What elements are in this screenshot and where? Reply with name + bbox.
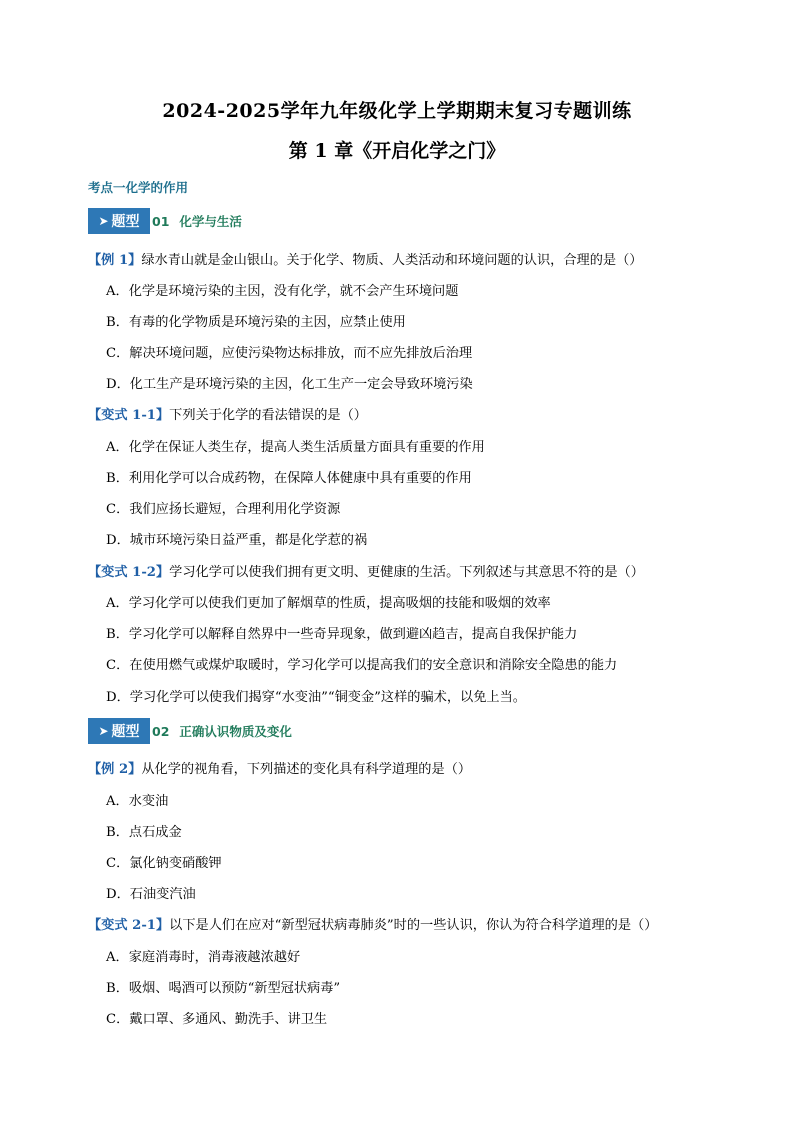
option-b: B．点石成金 <box>106 825 182 840</box>
option-d: D．石油变汽油 <box>106 887 196 902</box>
chapter-title: 第 1 章《开启化学之门》 <box>288 140 506 162</box>
question-tag: 【变式 1-2】 <box>88 565 170 580</box>
question-type-banner-02 <box>88 718 292 744</box>
question-example-2 <box>88 758 471 777</box>
question-text: 以下是人们在应对“新型冠状病毒肺炎”时的一些认识，你认为符合科学道理的是（） <box>169 918 658 933</box>
option-c: C．我们应扬长避短，合理利用化学资源 <box>106 502 341 517</box>
question-type-tag-label: 题型 <box>111 724 140 740</box>
section-label: 考点一化学的作用 <box>88 180 189 195</box>
question-tag: 【变式 2-1】 <box>88 918 170 933</box>
option-b: B．吸烟、喝酒可以预防“新型冠状病毒” <box>106 981 341 996</box>
question-example-1 <box>88 249 642 268</box>
question-variant-1-1 <box>88 404 367 423</box>
option-a: A．家庭消毒时，消毒液越浓越好 <box>106 950 301 965</box>
question-text: 绿水青山就是金山银山。关于化学、物质、人类活动和环境问题的认识，合理的是（） <box>141 253 643 268</box>
option-a: A．水变油 <box>106 794 169 809</box>
question-type-tag <box>88 718 150 744</box>
option-c: C．在使用燃气或煤炉取暖时，学习化学可以提高我们的安全意识和消除安全隐患的能力 <box>106 658 618 673</box>
option-b: B．学习化学可以解释自然界中一些奇异现象，做到避凶趋吉，提高自我保护能力 <box>106 627 578 642</box>
question-tag: 【变式 1-1】 <box>88 408 170 423</box>
option-a: A．化学是环境污染的主因，没有化学，就不会产生环境问题 <box>106 284 459 299</box>
document-title: 2024-2025学年九年级化学上学期期末复习专题训练 <box>162 100 632 122</box>
question-variant-1-2 <box>88 561 644 580</box>
question-text: 从化学的视角看，下列描述的变化具有科学道理的是（） <box>141 762 472 777</box>
option-d: D．化工生产是环境污染的主因，化工生产一定会导致环境污染 <box>106 377 473 392</box>
question-text: 下列关于化学的看法错误的是（） <box>169 408 367 423</box>
question-type-banner-01 <box>88 208 242 234</box>
option-b: B．利用化学可以合成药物，在保障人体健康中具有重要的作用 <box>106 471 472 486</box>
question-type-name: 正确认识物质及变化 <box>179 724 292 739</box>
question-type-tag-label: 题型 <box>111 214 140 230</box>
question-type-name: 化学与生活 <box>179 214 242 229</box>
option-b: B．有毒的化学物质是环境污染的主因，应禁止使用 <box>106 315 406 330</box>
question-type-number: 01 <box>152 213 170 229</box>
question-tag: 【例 1】 <box>88 253 142 268</box>
option-a: A．化学在保证人类生存，提高人类生活质量方面具有重要的作用 <box>106 440 485 455</box>
option-c: C．解决环境问题，应使污染物达标排放，而不应先排放后治理 <box>106 346 473 361</box>
option-c: C．氯化钠变硝酸钾 <box>106 856 222 871</box>
option-c: C．戴口罩、多通风、勤洗手、讲卫生 <box>106 1012 328 1027</box>
option-d: D．学习化学可以使我们揭穿“水变油”“铜变金”这样的骗术，以免上当。 <box>106 690 526 705</box>
question-tag: 【例 2】 <box>88 762 142 777</box>
question-type-number: 02 <box>152 723 170 739</box>
arrow-icon: ➤ <box>98 214 109 228</box>
question-type-tag <box>88 208 150 234</box>
arrow-icon: ➤ <box>98 724 109 738</box>
option-d: D．城市环境污染日益严重，都是化学惹的祸 <box>106 533 368 548</box>
question-variant-2-1 <box>88 914 657 933</box>
question-text: 学习化学可以使我们拥有更文明、更健康的生活。下列叙述与其意思不符的是（） <box>169 565 644 580</box>
option-a: A．学习化学可以使我们更加了解烟草的性质，提高吸烟的技能和吸烟的效率 <box>106 596 551 611</box>
